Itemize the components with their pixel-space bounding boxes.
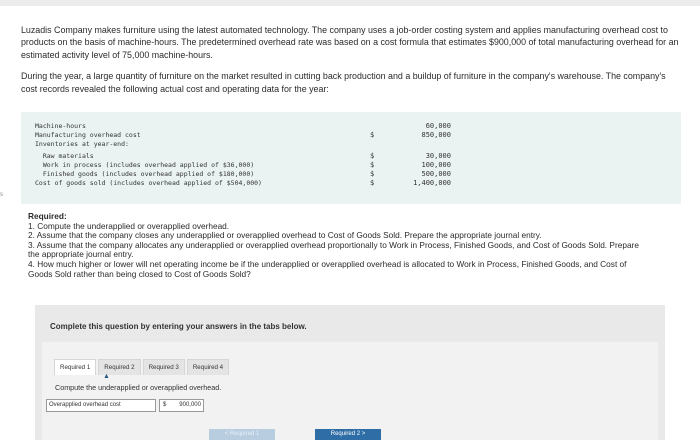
problem-intro — [21, 24, 681, 95]
answer-area — [42, 342, 658, 440]
required-section — [28, 212, 648, 279]
left-edge-mark: s — [0, 192, 3, 198]
required-item: 3. Assume that the company allocates any underapplied or overapplied overhead proportionally to Work in Process, Finished Goods, and Cost of Goods Sold. Prepare the appropriate journal entry. — [28, 239, 639, 260]
cost-row-sign: $ — [370, 170, 375, 178]
top-stripe — [0, 0, 700, 6]
overhead-type-select[interactable]: Overapplied overhead cost — [46, 399, 156, 412]
tab-required-3[interactable]: Required 3 — [143, 359, 185, 375]
cost-row-label: Cost of goods sold (includes overhead applied of $504,000) — [35, 179, 262, 187]
required-tabs — [54, 359, 231, 375]
tab-required-1[interactable]: Required 1 — [54, 359, 96, 375]
cost-row-label: Work in process (includes overhead applied of $36,000) — [35, 161, 255, 169]
cost-row-sign: $ — [370, 179, 375, 187]
cost-row-sign: $ — [370, 161, 375, 169]
overhead-amount-input[interactable] — [159, 399, 204, 412]
cost-row-amount: 500,000 — [421, 170, 451, 178]
required-item: 2. Assume that the company closes any underapplied or overapplied overhead to Cost of Goods Sold. Prepare the appropriate journal entry. — [28, 230, 542, 241]
prev-required-button[interactable]: < Required 1 — [209, 429, 275, 440]
intro-paragraph-2: During the year, a large quantity of furniture on the market resulted in cutting back production and a buildup of furniture in the company's warehouse. The company's cost records revealed the following actual cost and operating data for the year: — [21, 71, 666, 94]
cost-row-label: Finished goods (includes overhead applied of $180,000) — [35, 170, 255, 178]
cost-row-amount: 1,400,000 — [413, 179, 451, 187]
required-item: 1. Compute the underapplied or overapplied overhead. — [28, 220, 230, 231]
cost-row-label: Machine-hours — [35, 122, 86, 130]
cost-row-amount: 30,000 — [425, 152, 451, 160]
tab-required-2[interactable]: Required 2 — [98, 359, 140, 375]
task-text: Compute the underapplied or overapplied overhead. — [55, 383, 222, 392]
cost-row-amount: 60,000 — [425, 122, 451, 130]
panel-instruction: Complete this question by entering your answers in the tabs below. — [50, 322, 307, 331]
required-item: 4. How much higher or lower will net operating income be if the underapplied or overapplied overhead is allocated to Work in Process, Finished Goods, and Cost of Goods Sold rather than being closed to Cost of Goods Sold? — [28, 258, 627, 279]
cost-data-table — [21, 112, 681, 204]
next-required-button[interactable]: Required 2 > — [315, 429, 381, 440]
overhead-amount-value: 900,000 — [179, 402, 201, 408]
answer-panel — [35, 305, 665, 440]
intro-paragraph-1: Luzadis Company makes furniture using the latest automated technology. The company uses a job-order costing system and applies manufacturing overhead cost to products on the basis of machine-hours. The predetermined overhead rate was based on a cost formula that estimates $900,000 of total manufacturing overhead for an estimated activity level of 75,000 machine-hours. — [21, 25, 679, 60]
cost-row-label: Manufacturing overhead cost — [35, 131, 141, 139]
cost-row-label: Raw materials — [35, 152, 94, 160]
required-heading: Required: — [28, 211, 67, 221]
cost-row-amount: 100,000 — [421, 161, 451, 169]
cost-row-label: Inventories at year-end: — [35, 140, 129, 148]
cost-row-amount: 850,000 — [421, 131, 451, 139]
active-tab-arrow-icon: ▲ — [103, 373, 110, 380]
currency-symbol: $ — [163, 402, 167, 408]
tab-required-4[interactable]: Required 4 — [187, 359, 229, 375]
answer-row — [46, 399, 204, 412]
cost-row-sign: $ — [370, 152, 375, 160]
cost-row-sign: $ — [370, 131, 375, 139]
